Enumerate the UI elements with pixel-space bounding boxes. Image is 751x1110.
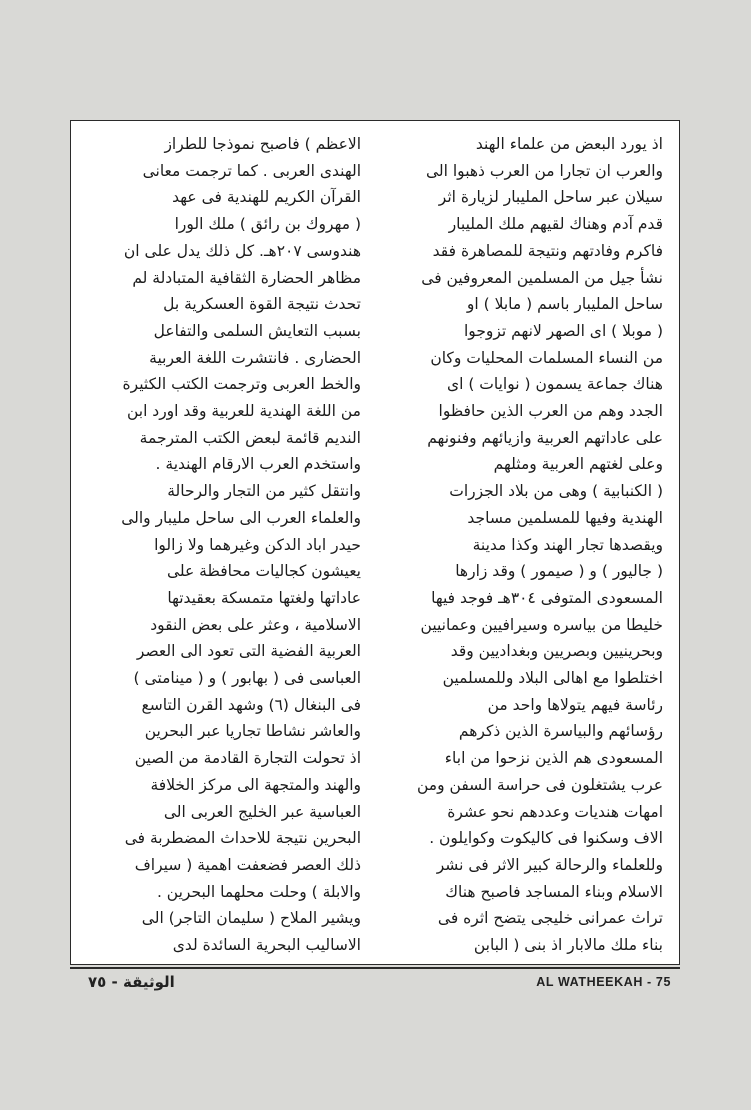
text-line: هندوسى ٢٠٧هـ. كل ذلك يدل على ان [123, 241, 361, 260]
footer-latin-page-label: AL WATHEEKAH - 75 [536, 975, 671, 989]
text-line: ( جاليور ) و ( صيمور ) وقد زارها [455, 562, 663, 581]
text-line: رؤسائهم والبياسرة الذين ذكرهم [458, 722, 663, 741]
text-line: والعلماء العرب الى ساحل مليبار والى [121, 508, 361, 527]
text-line: الاسلامية ، وعثر على بعض النقود [150, 615, 361, 634]
left-column [91, 131, 361, 961]
text-line: العباسية عبر الخليج العربى الى [163, 802, 361, 821]
text-line: وبحرينيين وبصريين وبغداديين وقد [450, 642, 663, 661]
text-line: النديم قائمة لبعض الكتب المترجمة [139, 428, 361, 447]
text-line: هناك جماعة يسمون ( نوايات ) اى [446, 375, 663, 394]
text-line: الاف وسكنوا فى كاليكوت وكوايلون . [429, 829, 663, 848]
text-line: عرب يشتغلون فى حراسة السفن ومن [417, 775, 663, 794]
text-line: واستخدم العرب الارقام الهندية . [155, 455, 361, 474]
text-line: تراث عمرانى خليجى يتضح اثره فى [437, 909, 663, 928]
text-line: نشأ جيل من المسلمين المعروفين فى [421, 268, 663, 287]
text-frame [70, 120, 680, 965]
text-line: بناء ملك مالابار اذ بنى ( البابن [473, 936, 663, 955]
text-line: اختلطوا مع اهالى البلاد وللمسلمين [442, 669, 663, 688]
text-line: وانتقل كثير من التجار والرحالة [167, 482, 361, 501]
text-line: حيدر اباد الدكن وغيرهما ولا زالوا [154, 535, 361, 554]
text-line: الاسلام وبناء المساجد فاصبح هناك [445, 882, 663, 901]
text-line: امهات هنديات وعددهم نحو عشرة [447, 802, 663, 821]
text-line: تحدث نتيجة القوة العسكرية بل [163, 295, 361, 314]
text-line: سيلان عبر ساحل المليبار لزيارة اثر [438, 188, 663, 207]
text-line: على عاداتهم العربية وازيائهم وفنونهم [427, 428, 663, 447]
text-line: والابلة ) وحلت محلهما البحرين . [156, 882, 361, 901]
text-line: من النساء المسلمات المحليات وكان [430, 348, 663, 367]
text-line: ذلك العصر فضعفت اهمية ( سيراف [134, 855, 361, 874]
text-line: والهند والمتجهة الى مركز الخلافة [150, 775, 361, 794]
text-line: المسعودى هم الذين نزحوا من اباء [444, 749, 663, 768]
text-line: الهندى العربى . كما ترجمت معانى [142, 161, 361, 180]
text-line: وللعلماء والرحالة كبير الاثر فى نشر [436, 855, 663, 874]
text-line: رئاسة فيهم يتولاها واحد من [487, 695, 663, 714]
text-line: ويقصدها تجار الهند وكذا مدينة [472, 535, 663, 554]
text-line: عاداتها ولغتها متمسكة بعقيدتها [167, 588, 361, 607]
text-line: الاساليب البحرية السائدة لدى [172, 936, 361, 955]
text-line: قدم آدم وهناك لقيهم ملك المليبار [448, 215, 663, 234]
text-line: خليطا من بياسره وسيرافيين وعمانيين [420, 615, 663, 634]
text-line: الجدد وهم من العرب الذين حافظوا [438, 402, 663, 421]
text-line: بسبب التعايش السلمى والتفاعل [153, 321, 361, 340]
text-line: اذ يورد البعض من علماء الهند [475, 135, 663, 153]
text-line: مظاهر الحضارة الثقافية المتبادلة لم [132, 268, 361, 287]
text-line: الحضارى . فانتشرت اللغة العربية [149, 348, 361, 367]
footer-rule [70, 967, 680, 969]
right-column [393, 131, 663, 961]
text-line: والعاشر نشاطا تجاريا عبر البحرين [144, 722, 361, 741]
text-line: والخط العربى وترجمت الكتب الكثيرة [122, 375, 361, 394]
text-line: والعرب ان تجارا من العرب ذهبوا الى [426, 161, 663, 180]
text-line: وعلى لغتهم العربية ومثلهم [493, 455, 663, 474]
text-line: اذ تحولت التجارة القادمة من الصين [134, 749, 361, 768]
text-line: ويشير الملاح ( سليمان التاجر) الى [141, 909, 361, 928]
text-line: القرآن الكريم للهندية فى عهد [172, 188, 361, 207]
text-line: من اللغة الهندية للعربية وقد اورد ابن [126, 402, 361, 421]
text-line: الهندية وفيها للمسلمين مساجد [467, 508, 663, 527]
text-line: ( الكنبابية ) وهى من بلاد الجزرات [449, 482, 663, 501]
text-line: البحرين نتيجة للاحداث المضطربة فى [124, 829, 361, 848]
footer-arabic-page-label: الوثيقة - ٧٥ [88, 973, 175, 991]
text-line: العربية الفضية التى تعود الى العصر [136, 642, 361, 661]
text-line: الاعظم ) فاصبح نموذجا للطراز [164, 135, 361, 153]
text-line: المسعودى المتوفى ٣٠٤هـ فوجد فيها [431, 588, 663, 607]
text-line: فى البنغال (٦) وشهد القرن التاسع [141, 695, 361, 714]
text-line: ( موبلا ) اى الصهر لانهم تزوجوا [464, 321, 663, 340]
text-line: ( مهروك بن رائق ) ملك الورا [174, 215, 361, 234]
text-line: ساحل المليبار باسم ( مابلا ) او [466, 295, 663, 314]
text-line: يعيشون كجاليات محافظة على [166, 562, 361, 581]
text-line: العباسى فى ( بهابور ) و ( مينامتى ) [133, 669, 361, 688]
text-line: فاكرم وفادتهم ونتيجة للمصاهرة فقد [432, 241, 663, 260]
